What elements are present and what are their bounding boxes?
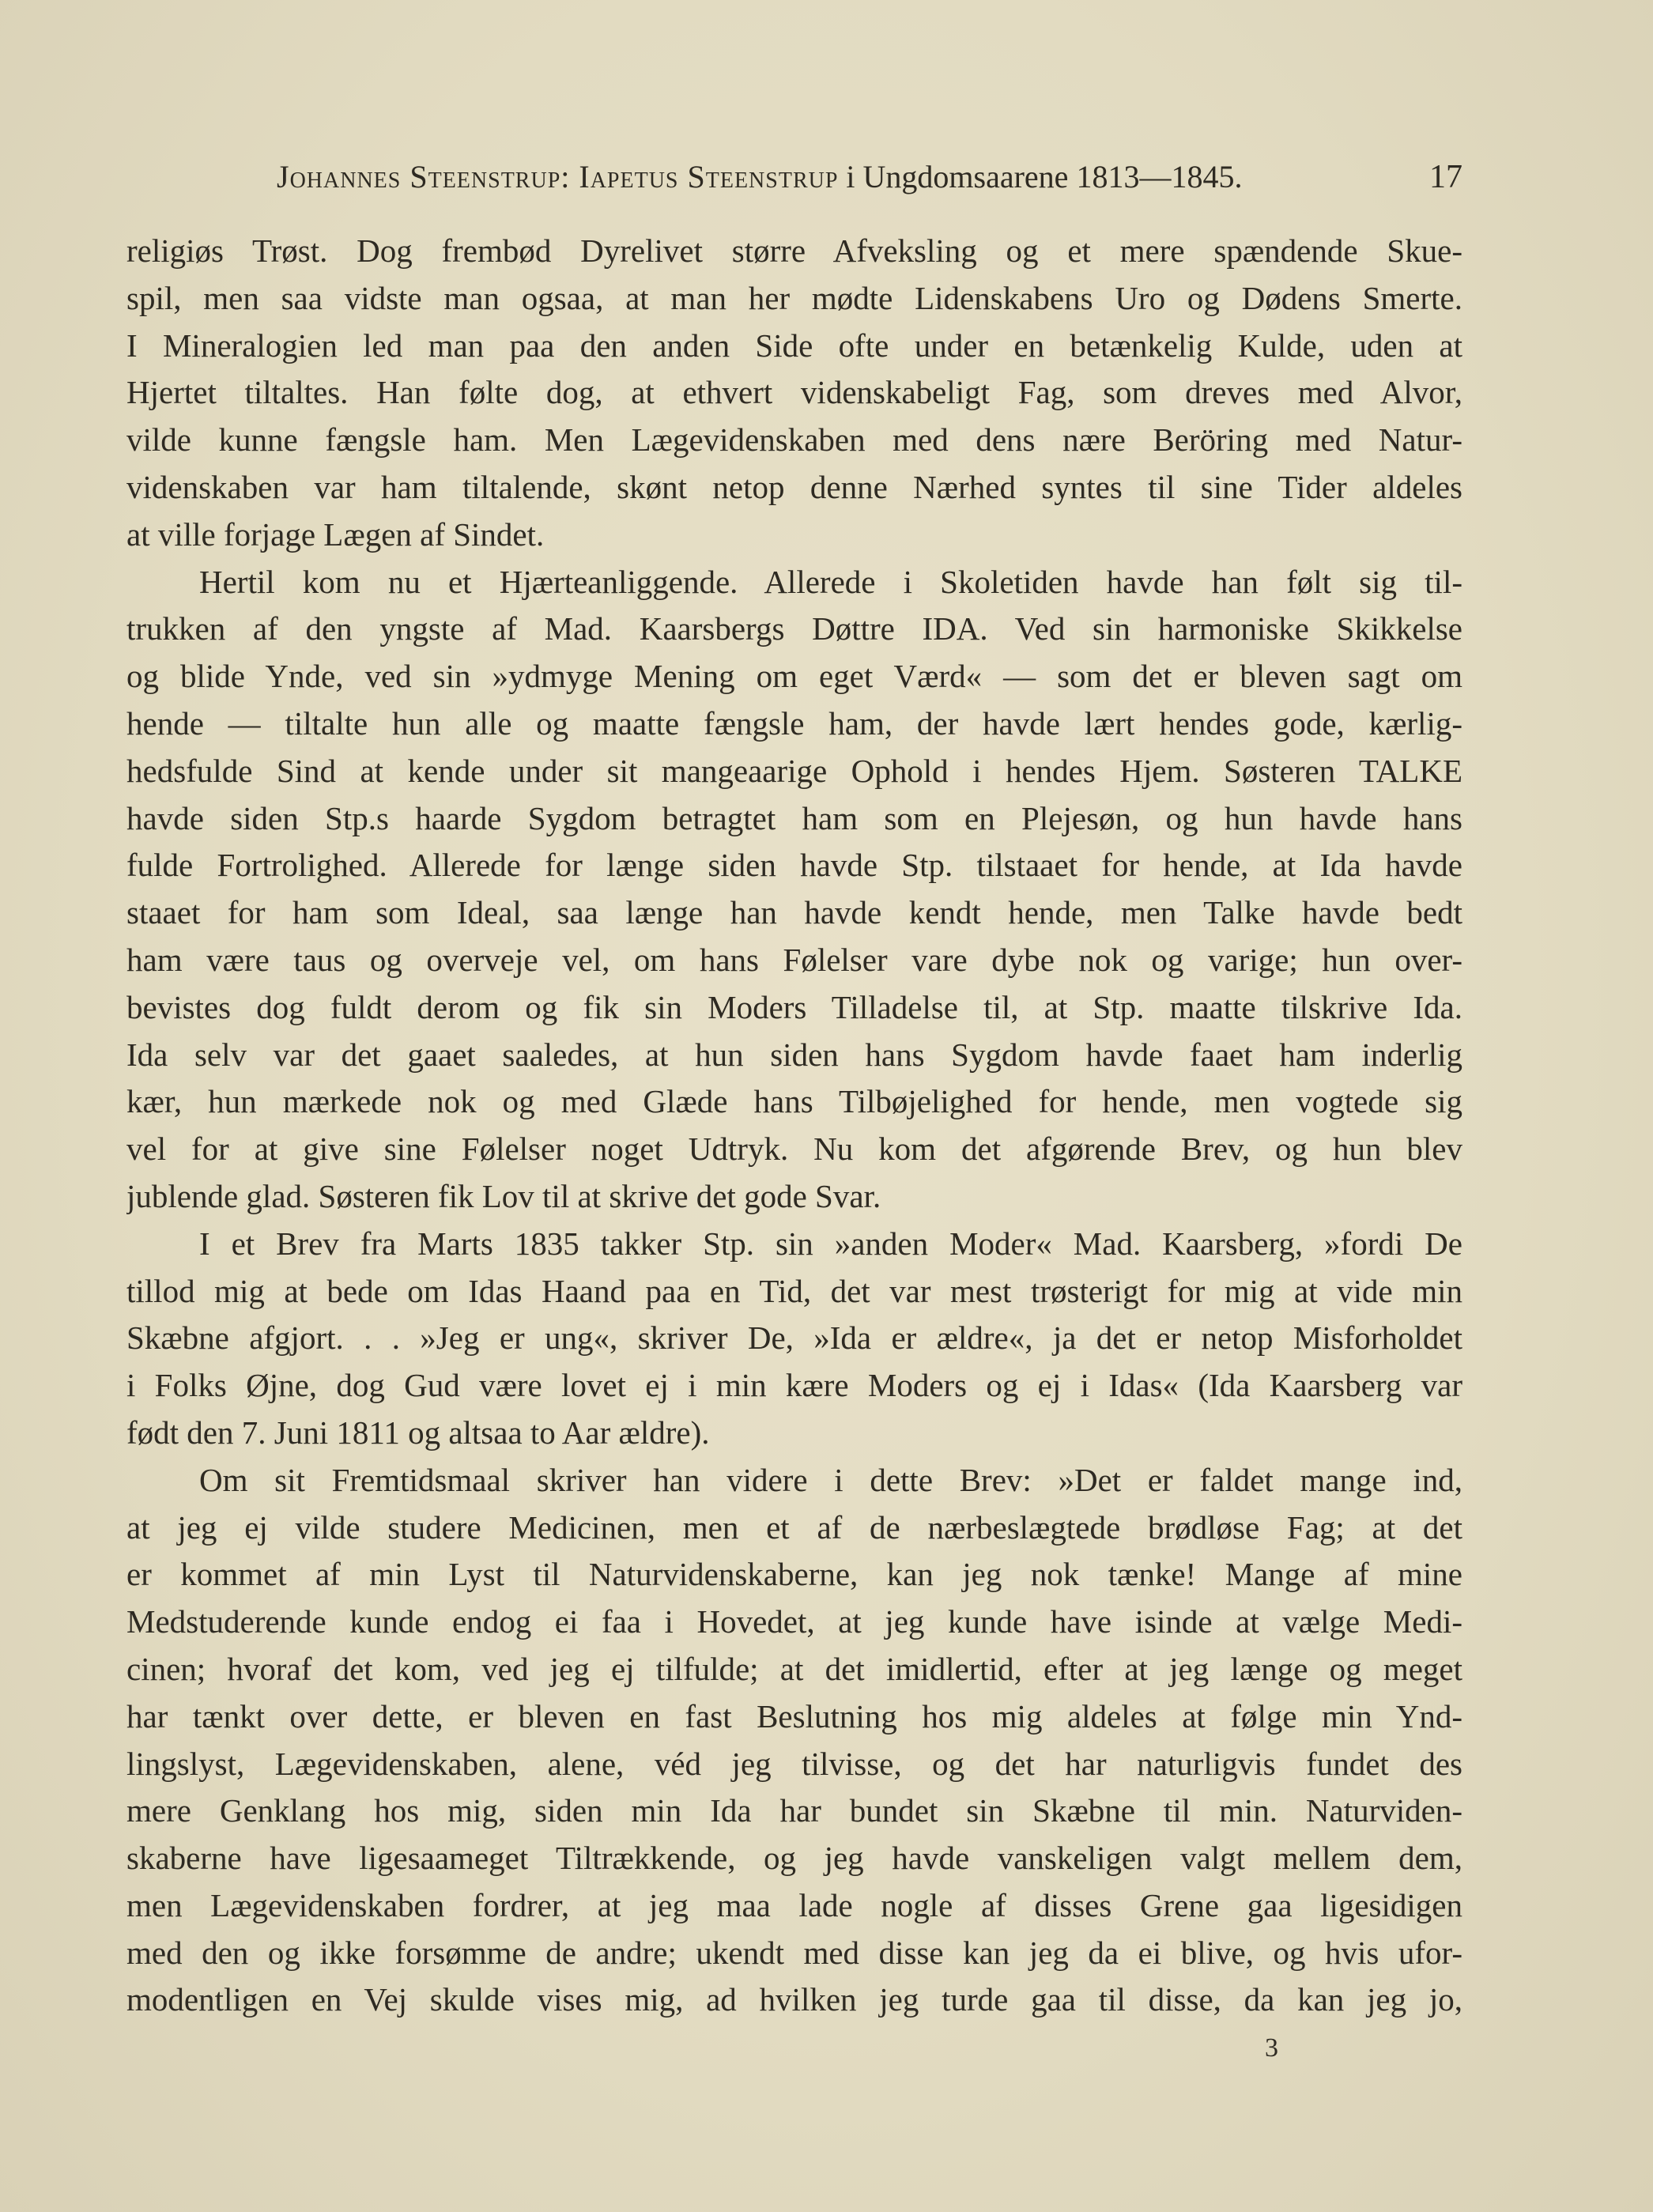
text-line: skaberne have ligesaameget Tiltrækkende, og jeg havde vanskeligen valgt mellem dem, — [126, 1840, 1462, 1877]
text-line: lingslyst, Lægevidenskaben, alene, véd jeg tilvisse, og det har naturligvis fundet des — [126, 1745, 1462, 1782]
text-line: med den og ikke forsømme de andre; ukendt med disse kan jeg da ei blive, og hvis ufor- — [126, 1934, 1462, 1971]
text-line: Hertil kom nu et Hjærteanliggende. Allerede i Skoletiden havde han følt sig til- — [199, 563, 1462, 600]
running-head-rest: i Ungdomsaarene 1813—1845. — [838, 159, 1243, 194]
text-line: jublende glad. Søsteren fik Lov til at skrive det gode Svar. — [126, 1177, 881, 1214]
text-line: Hjertet tiltaltes. Han følte dog, at ethvert videnskabeligt Fag, som dreves med Alvor, — [126, 374, 1462, 411]
text-line: I Mineralogien led man paa den anden Side ofte under en betænkelig Kulde, uden at — [126, 327, 1462, 364]
text-line: trukken af den yngste af Mad. Kaarsbergs Døttre IDA. Ved sin harmoniske Skikkelse — [126, 610, 1462, 647]
text-line: at jeg ej vilde studere Medicinen, men et af de nærbeslægtede brødløse Fag; at det — [126, 1508, 1462, 1546]
text-line: født den 7. Juni 1811 og altsaa to Aar ældre). — [126, 1414, 710, 1451]
text-line: modentligen en Vej skulde vises mig, ad hvilken jeg turde gaa til disse, da kan jeg jo, — [126, 1981, 1462, 2018]
text-line: i Folks Øjne, dog Gud være lovet ej i min kære Moders og ej i Idas« (Ida Kaarsberg var — [126, 1367, 1462, 1404]
text-line: videnskaben var ham tiltalende, skønt netop denne Nærhed syntes til sine Tider aldeles — [126, 468, 1462, 505]
text-line: ham være taus og overveje vel, om hans Følelser vare dybe nok og varige; hun over- — [126, 941, 1462, 978]
text-line: mere Genklang hos mig, siden min Ida har bundet sin Skæbne til min. Naturviden- — [126, 1792, 1462, 1829]
text-line: hedsfulde Sind at kende under sit mangeaarige Ophold i hendes Hjem. Søsteren TALKE — [126, 752, 1462, 789]
text-line: Ida selv var det gaaet saaledes, at hun siden hans Sygdom havde faaet ham inderlig — [126, 1036, 1462, 1073]
text-line: fulde Fortrolighed. Allerede for længe siden havde Stp. tilstaaet for hende, at Ida havde — [126, 847, 1462, 884]
text-line: hende — tiltalte hun alle og maatte fængsle ham, der havde lært hendes gode, kærlig- — [126, 704, 1462, 742]
text-line: bevistes dog fuldt derom og fik sin Moders Tilladelse til, at Stp. maatte tilskrive Ida. — [126, 988, 1462, 1025]
text-line: og blide Ynde, ved sin »ydmyge Mening om eget Værd« — som det er bleven sagt om — [126, 658, 1462, 695]
text-line: er kommet af min Lyst til Naturvidenskaberne, kan jeg nok tænke! Mange af mine — [126, 1556, 1462, 1593]
running-head-caps: Johannes Steenstrup: Iapetus Steenstrup — [277, 159, 839, 194]
text-line: cinen; hvoraf det kom, ved jeg ej tilfulde; at det imidlertid, efter at jeg længe og meget — [126, 1650, 1462, 1687]
text-line: Om sit Fremtidsmaal skriver han videre i dette Brev: »Det er faldet mange ind, — [199, 1461, 1462, 1498]
signature-mark: 3 — [1265, 2033, 1278, 2063]
running-head — [277, 155, 1242, 199]
text-line: Medstuderende kunde endog ei faa i Hovedet, at jeg kunde have isinde at vælge Medi- — [126, 1603, 1462, 1640]
text-line: tillod mig at bede om Idas Haand paa en Tid, det var mest trøsterigt for mig at vide min — [126, 1272, 1462, 1309]
text-line: I et Brev fra Marts 1835 takker Stp. sin »anden Moder« Mad. Kaarsberg, »fordi De — [199, 1225, 1462, 1262]
text-line: spil, men saa vidste man ogsaa, at man her mødte Lidenskabens Uro og Dødens Smerte. — [126, 279, 1462, 316]
text-line: havde siden Stp.s haarde Sygdom betragtet ham som en Plejesøn, og hun havde hans — [126, 799, 1462, 836]
text-line: Skæbne afgjort. . . »Jeg er ung«, skriver De, »Ida er ældre«, ja det er netop Misforholdet — [126, 1319, 1462, 1357]
text-line: men Lægevidenskaben fordrer, at jeg maa lade nogle af disses Grene gaa ligesidigen — [126, 1886, 1462, 1923]
text-line: kær, hun mærkede nok og med Glæde hans Tilbøjelighed for hende, men vogtede sig — [126, 1083, 1462, 1120]
text-line: vel for at give sine Følelser noget Udtryk. Nu kom det afgørende Brev, og hun blev — [126, 1131, 1462, 1168]
text-line: vilde kunne fængsle ham. Men Lægevidenskaben med dens nære Beröring med Natur- — [126, 421, 1462, 459]
body-text — [126, 228, 1462, 2024]
text-line: religiøs Trøst. Dog frembød Dyrelivet større Afveksling og et mere spændende Skue- — [126, 232, 1462, 269]
text-line: har tænkt over dette, er bleven en fast Beslutning hos mig aldeles at følge min Ynd- — [126, 1697, 1462, 1734]
text-line: staaet for ham som Ideal, saa længe han havde kendt hende, men Talke havde bedt — [126, 894, 1462, 931]
page-header — [126, 155, 1462, 199]
page-number: 17 — [1429, 159, 1462, 195]
text-line: at ville forjage Lægen af Sindet. — [126, 515, 545, 553]
